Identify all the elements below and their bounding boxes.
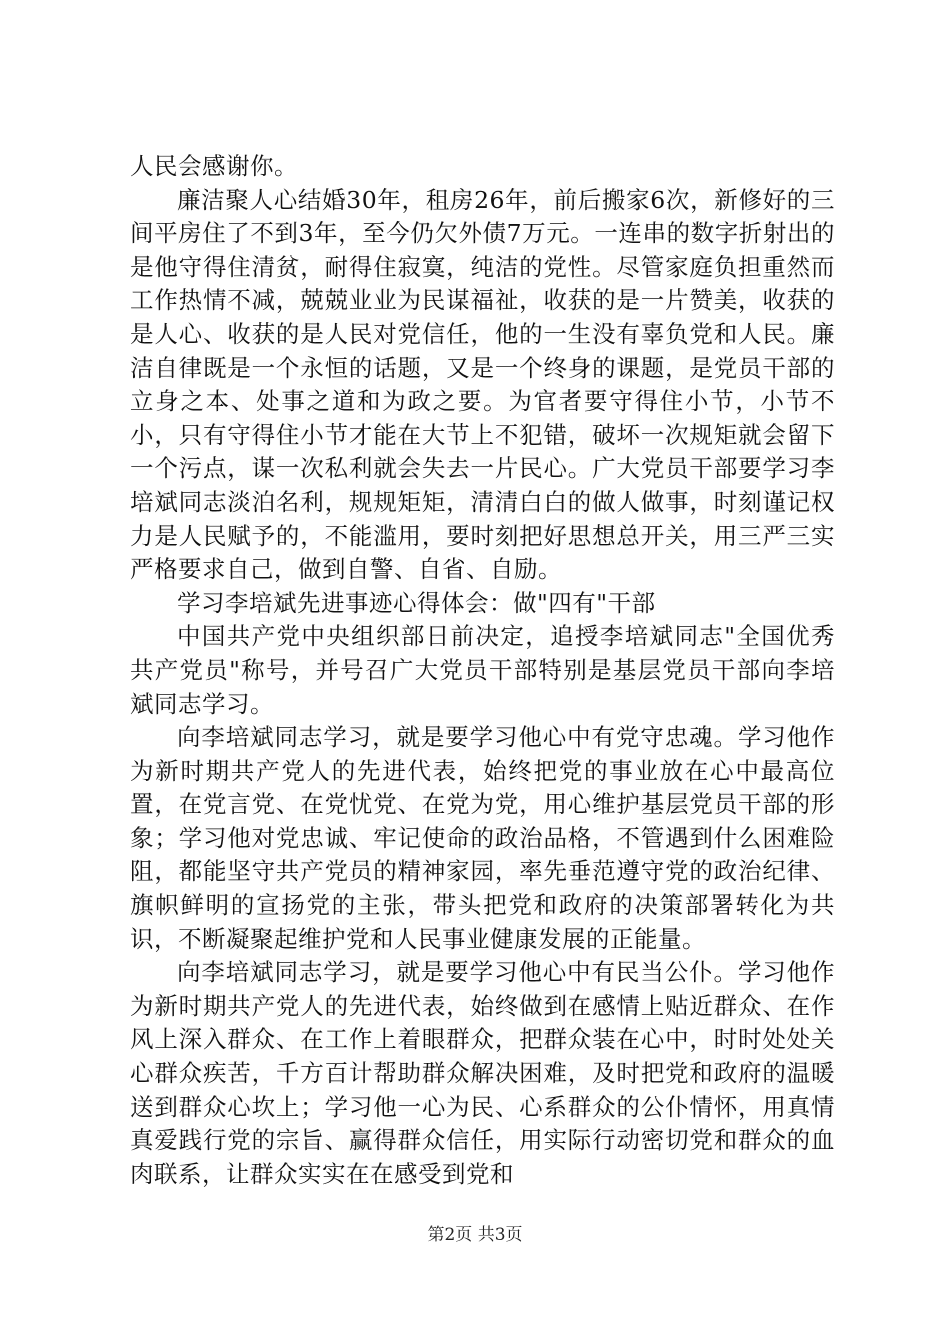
section-heading: 学习李培斌先进事迹心得体会：做"四有"干部 — [177, 588, 656, 617]
paragraph-4: 中国共产党中央组织部日前决定，追授李培斌同志"全国优秀共产党员"称号，并号召广大党员干部特别是基层党员干部向李培斌同志学习。 — [130, 622, 835, 718]
document-body — [130, 150, 835, 1191]
paragraph-6: 向李培斌同志学习，就是要学习他心中有民当公仆。学习他作为新时期共产党人的先进代表，始终做到在感情上贴近群众、在作风上深入群众、在工作上着眼群众，把群众装在心中，时时处处关心群众疾苦，千方百计帮助群众解决困难，及时把党和政府的温暖送到群众心坎上；学习他一心为民、心系群众的公仆情怀，用真情真爱践行党的宗旨、赢得群众信任，用实际行动密切党和群众的血肉联系，让群众实实在在感受到党和 — [130, 958, 835, 1188]
page-number-footer: 第2页 共3页 — [427, 1225, 523, 1245]
paragraph-5: 向李培斌同志学习，就是要学习他心中有党守忠魂。学习他作为新时期共产党人的先进代表，始终把党的事业放在心中最高位置，在党言党、在党忧党、在党为党，用心维护基层党员干部的形象；学习他对党忠诚、牢记使命的政治品格，不管遇到什么困难险阻，都能坚守共产党员的精神家园，率先垂范遵守党的政治纪律、旗帜鲜明的宣扬党的主张，带头把党和政府的决策部署转化为共识，不断凝聚起维护党和人民事业健康发展的正能量。 — [130, 723, 835, 953]
paragraph-1: 人民会感谢你。 — [130, 152, 298, 180]
paragraph-2: 廉洁聚人心结婚30年，租房26年，前后搬家6次，新修好的三间平房住了不到3年，至今仍欠外债7万元。一连串的数字折射出的是他守得住清贫，耐得住寂寞，纯洁的党性。尽管家庭负担重然而工作热情不减，兢兢业业为民谋福祉，收获的是一片赞美，收获的是人心、收获的是人民对党信任，他的一生没有辜负党和人民。廉洁自律既是一个永恒的话题，又是一个终身的课题，是党员干部的立身之本、处事之道和为政之要。为官者要守得住小节，小节不小，只有守得住小节才能在大节上不犯错，破坏一次规矩就会留下一个污点，谋一次私利就会失去一片民心。广大党员干部要学习李培斌同志淡泊名利，规规矩矩，清清白白的做人做事，时刻谨记权力是人民赋予的，不能滥用，要时刻把好思想总开关，用三严三实严格要求自己，做到自警、自省、自励。 — [130, 185, 835, 584]
